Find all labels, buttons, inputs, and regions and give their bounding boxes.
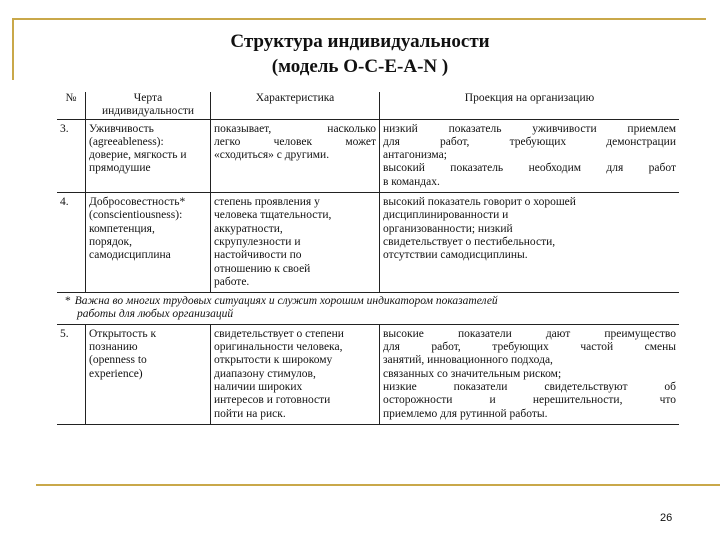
- text-line: диапазону стимулов,: [214, 367, 316, 380]
- row-number: 4.: [57, 193, 86, 293]
- frame-bottom-line: [36, 484, 720, 486]
- page-number: 26: [660, 512, 673, 524]
- text-line: показывает, насколько: [214, 122, 376, 135]
- trait-cell: [86, 324, 211, 424]
- table-row: [57, 119, 679, 192]
- row-number: 3.: [57, 119, 86, 192]
- slide-subtitle: (модель O-C-E-A-N ): [271, 56, 449, 77]
- text-line: самодисциплина: [89, 249, 171, 262]
- text-line: свидетельствует о степени: [214, 327, 344, 340]
- table-row: [57, 324, 679, 424]
- text-line: компетенция,: [89, 222, 155, 235]
- header-trait: [86, 92, 211, 119]
- characteristic-cell: [211, 119, 380, 192]
- text-line: для работ, требующих частой смены: [383, 341, 676, 354]
- text-line: пойти на риск.: [214, 407, 286, 420]
- text-line: приемлемо для рутинной работы.: [383, 407, 548, 420]
- text-line: организованности; низкий: [383, 222, 513, 235]
- trait-cell: [86, 193, 211, 293]
- note-line: [65, 295, 676, 308]
- text-line: отношению к своей: [214, 262, 311, 275]
- table-header-row: [57, 92, 679, 119]
- text-line: интересов и готовности: [214, 394, 331, 407]
- text-line: для работ, требующих демонстрации: [383, 135, 676, 148]
- note-marker: *: [65, 295, 71, 308]
- text-line: Добросовестность*: [89, 196, 186, 209]
- ocean-table: [57, 92, 679, 425]
- text-line: настойчивости по: [214, 249, 302, 262]
- projection-cell: [380, 193, 680, 293]
- text-line: отсутствии самодисциплины.: [383, 249, 528, 262]
- text-line: работе.: [214, 275, 250, 288]
- text-line: антагонизма;: [383, 149, 447, 162]
- text-line: в командах.: [383, 175, 440, 188]
- text-line: связанных со значительным риском;: [383, 367, 562, 380]
- text-line: прямодушие: [89, 162, 151, 175]
- text-line: (conscientiousness):: [89, 209, 183, 222]
- text-line: experience): [89, 367, 143, 380]
- text-line: человека тщательности,: [214, 209, 332, 222]
- text-line: (openness to: [89, 354, 147, 367]
- note-text: Важна во многих трудовых ситуациях и служит хорошим индикатором показателей: [74, 295, 498, 308]
- table-note-row: [57, 293, 679, 325]
- header-characteristic: Характеристика: [211, 92, 380, 119]
- text-line: низкие показатели свидетельствуют об: [383, 380, 676, 393]
- text-line: Открытость к: [89, 327, 157, 340]
- text-line: Уживчивость: [89, 122, 154, 135]
- text-line: осторожности и нерешительности, что: [383, 394, 676, 407]
- document-table-area: [57, 92, 676, 425]
- frame-top-line: [12, 18, 706, 20]
- text-line: занятий, инновационного подхода,: [383, 354, 553, 367]
- text-line: наличии широких: [214, 380, 303, 393]
- table-note: [57, 293, 679, 325]
- row-number: 5.: [57, 324, 86, 424]
- text-line: оригинальности человека,: [214, 341, 343, 354]
- text-line: аккуратности,: [214, 222, 283, 235]
- header-trait-line: индивидуальности: [101, 105, 194, 118]
- text-line: открытости к широкому: [214, 354, 333, 367]
- text-line: (agreeableness):: [89, 135, 164, 148]
- text-line: познанию: [89, 341, 138, 354]
- note-line: работы для любых организаций: [77, 308, 234, 321]
- text-line: легко человек может: [214, 135, 376, 148]
- text-line: доверие, мягкость и: [89, 149, 187, 162]
- characteristic-cell: [211, 324, 380, 424]
- projection-cell: [380, 119, 680, 192]
- text-line: степень проявления у: [214, 196, 320, 209]
- header-projection: Проекция на организацию: [380, 92, 680, 119]
- text-line: дисциплинированности и: [383, 209, 509, 222]
- text-line: высокий показатель говорит о хорошей: [383, 196, 576, 209]
- slide-title: Структура индивидуальности: [230, 31, 490, 52]
- trait-cell: [86, 119, 211, 192]
- text-line: «сходиться» с другими.: [214, 149, 330, 162]
- characteristic-cell: [211, 193, 380, 293]
- text-line: высокие показатели дают преимущество: [383, 327, 676, 340]
- header-num: №: [57, 92, 86, 119]
- header-trait-line: Черта: [133, 92, 163, 104]
- table-row: [57, 193, 679, 293]
- text-line: низкий показатель уживчивости приемлем: [383, 122, 676, 135]
- text-line: свидетельствует о пестибельности,: [383, 235, 556, 248]
- text-line: скрупулезности и: [214, 235, 301, 248]
- text-line: высокий показатель необходим для работ: [383, 162, 676, 175]
- projection-cell: [380, 324, 680, 424]
- text-line: порядок,: [89, 235, 133, 248]
